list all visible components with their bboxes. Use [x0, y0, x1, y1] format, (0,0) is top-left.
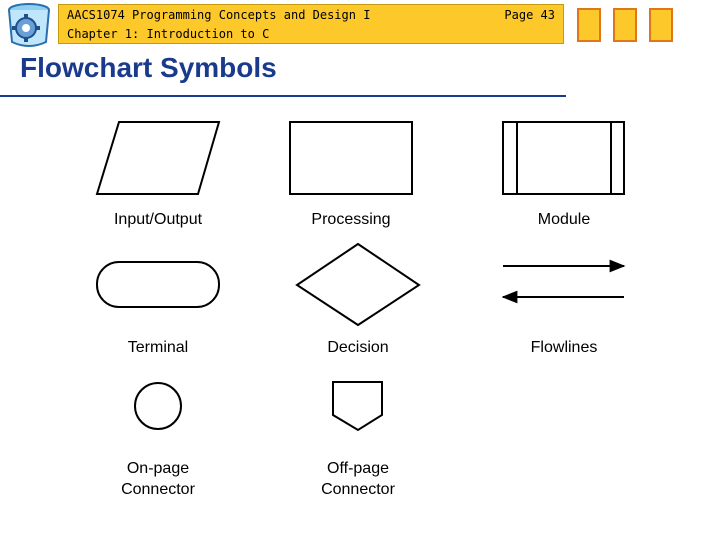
page-number: Page 43 [504, 8, 555, 22]
label-onpage-connector [68, 458, 248, 500]
label-input-output: Input/Output [113, 211, 203, 228]
label-terminal: Terminal [127, 339, 189, 356]
label-processing: Processing [311, 211, 391, 228]
label-onpage-line1: On-page [126, 460, 190, 477]
label-offpage-line2: Connector [321, 481, 395, 498]
chapter-title: Chapter 1: Introduction to C [67, 27, 270, 41]
label-onpage-line2: Connector [121, 481, 195, 498]
label-decision: Decision [327, 339, 389, 356]
course-title: AACS1074 Programming Concepts and Design I [67, 8, 371, 22]
module-symbol [503, 122, 624, 194]
offpage-connector-symbol [333, 382, 382, 430]
terminal-symbol [97, 262, 219, 307]
input-output-symbol [97, 122, 219, 194]
label-offpage-line1: Off-page [327, 460, 389, 477]
label-flowlines: Flowlines [530, 339, 598, 356]
label-module: Module [537, 211, 591, 228]
slide-title: Flowchart Symbols [20, 52, 277, 83]
processing-symbol [290, 122, 412, 194]
decision-symbol [297, 244, 419, 325]
label-offpage-connector [268, 458, 448, 500]
onpage-connector-symbol [135, 383, 181, 429]
